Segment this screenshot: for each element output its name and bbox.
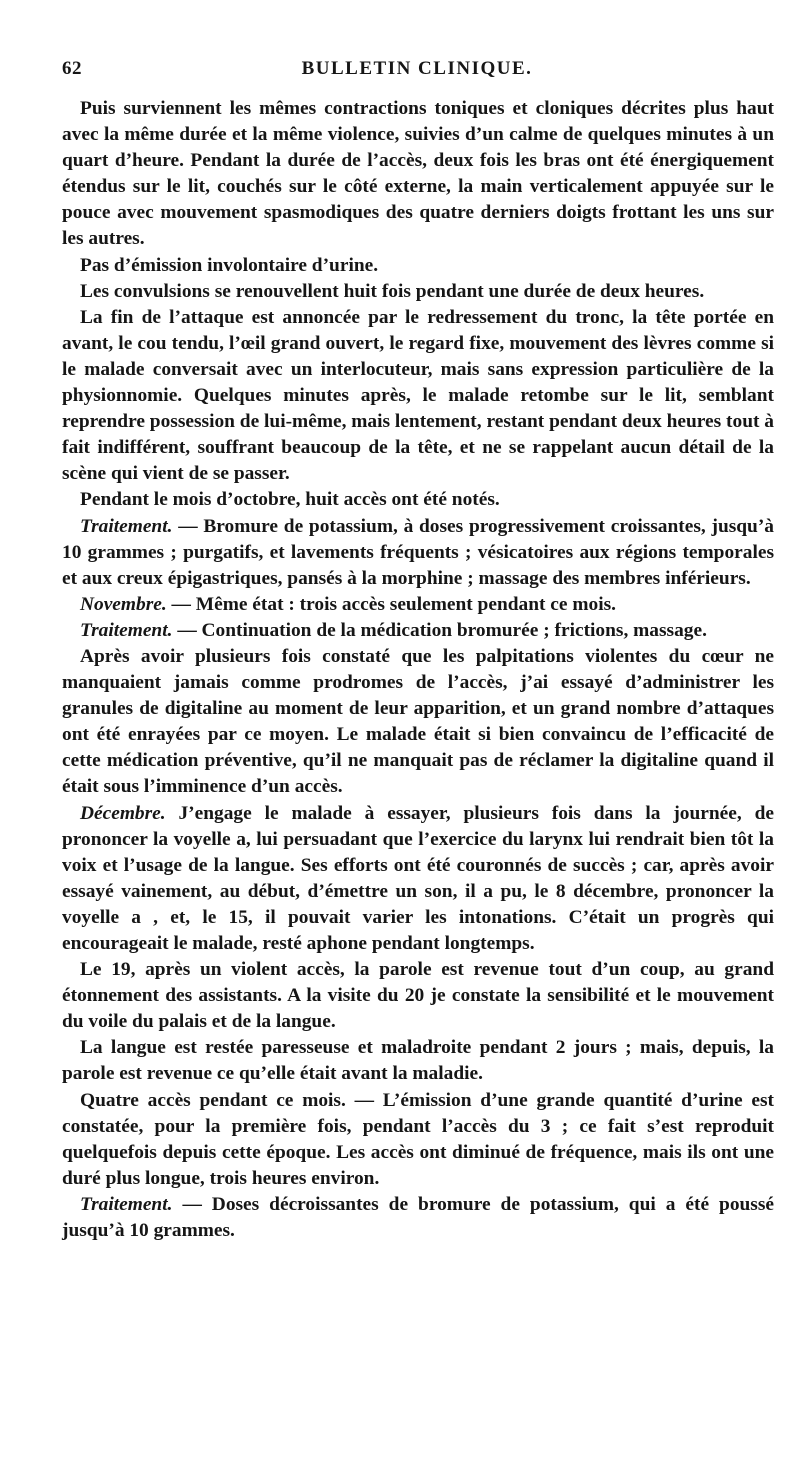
paragraph: La fin de l’attaque est annoncée par le redressement du tronc, la tête portée en avant, le cou tendu, l’œil grand ouvert, le regard fixe, mouvement des lèvres comme si le malade conversait avec un interlocuteur, mais sans expression particulière de la physionnomie. Quelques minutes après, le malade retombe sur le lit, semblant reprendre possession de lui-même, mais lentement, restant pendant deux heures tout à fait indifférent, souffrant beaucoup de la tête, et ne se rappelant aucun détail de la scène qui vient de se passer. — [62, 306, 774, 485]
paragraph-lead: Traitement. — [80, 515, 173, 537]
body-text — [62, 96, 774, 1244]
paragraph: La langue est restée paresseuse et maladroite pendant 2 jours ; mais, depuis, la parole est revenue ce qu’elle était avant la maladie. — [62, 1037, 774, 1085]
paragraph: Traitement. — Bromure de potassium, à doses progressivement croissantes, jusqu’à 10 grammes ; purgatifs, et lavements fréquents ; vésicatoires aux régions temporales et aux creux épigastriques, pansés à la morphine ; massage des membres inférieurs. — [62, 515, 774, 589]
paragraph: Traitement. — Continuation de la médication bromurée ; frictions, massage. — [80, 619, 707, 641]
paragraph: Les convulsions se renouvellent huit fois pendant une durée de deux heures. — [80, 280, 705, 302]
paragraph-lead: Novembre. — [80, 593, 167, 615]
paragraph: Quatre accès pendant ce mois. — L’émission d’une grande quantité d’urine est constatée, pour la première fois, pendant l’accès du 3 ; ce fait s’est reproduit quelquefois depuis cette époque. Les accès ont diminué de fréquence, mais ils ont une duré plus longue, trois heures environ. — [62, 1089, 774, 1189]
paragraph: Puis surviennent les mêmes contractions toniques et cloniques décrites plus haut avec la même durée et la même violence, suivies d’un calme de quelques minutes à un quart d’heure. Pendant la durée de l’accès, deux fois les bras ont été énergiquement étendus sur le lit, couchés sur le côté externe, la main verticalement appuyée sur le pouce avec mouvement spasmodiques des quatre derniers doigts frottant les uns sur les autres. — [62, 98, 774, 250]
paragraph-lead: Traitement. — [80, 619, 173, 641]
paragraph: Pas d’émission involontaire d’urine. — [80, 254, 379, 276]
paragraph: Décembre. J’engage le malade à essayer, plusieurs fois dans la journée, de prononcer la voyelle a, lui persuadant que l’exercice du larynx lui rendrait bien tôt la voix et l’usage de la langue. Ses efforts ont été couronnés de succès ; car, après avoir essayé vainement, au début, d’émettre un son, il a pu, le 8 décembre, prononcer la voyelle a , et, le 15, il pouvait varier les intonations. C’était un progrès qui encourageait le malade, resté aphone pendant longtemps. — [62, 802, 774, 954]
page-number: 62 — [62, 58, 82, 79]
paragraph: Traitement. — Doses décroissantes de bromure de potassium, qui a été poussé jusqu’à 10 grammes. — [62, 1193, 774, 1242]
paragraph-lead: Décembre. — [80, 802, 166, 824]
paragraph: Novembre. — Même état : trois accès seulement pendant ce mois. — [80, 593, 616, 615]
page-header — [62, 58, 772, 86]
paragraph-lead: Traitement. — [80, 1193, 173, 1215]
paragraph: Pendant le mois d’octobre, huit accès ont été notés. — [80, 489, 500, 511]
paragraph: Le 19, après un violent accès, la parole est revenue tout d’un coup, au grand étonnement des assistants. A la visite du 20 je constate la sensibilité et le mouvement du voile du palais et de la langue. — [62, 959, 774, 1033]
running-title: BULLETIN CLINIQUE. — [301, 58, 533, 79]
paragraph: Après avoir plusieurs fois constaté que les palpitations violentes du cœur ne manquaient jamais comme prodromes de l’accès, j’ai essayé d’administrer les granules de digitaline au moment de leur apparition, et un grand nombre d’attaques ont été enrayées par ce moyen. Le malade était si bien convaincu de l’efficacité de cette médication préventive, qu’il ne manquait pas de réclamer la digitaline quand il était sous l’imminence d’un accès. — [62, 645, 774, 798]
